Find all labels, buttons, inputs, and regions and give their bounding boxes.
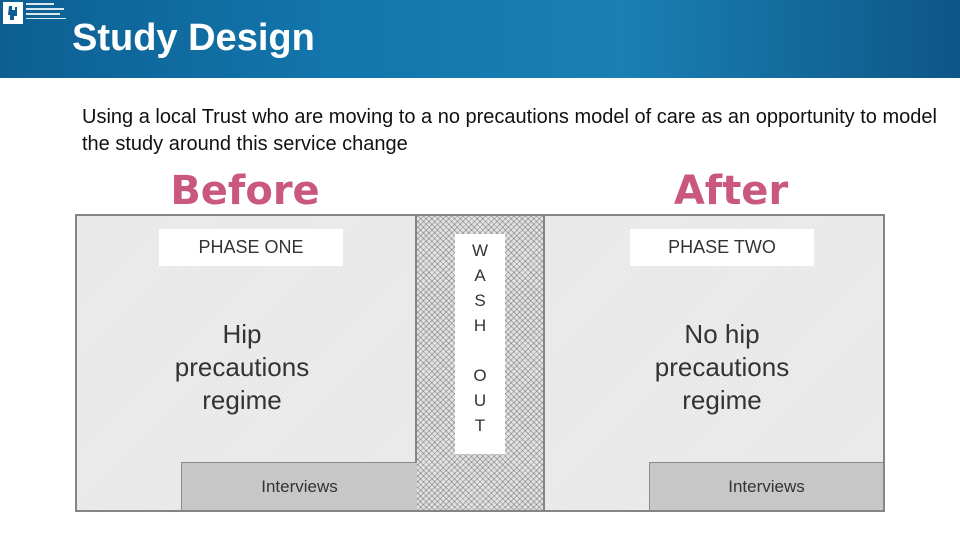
university-crest-icon bbox=[3, 2, 23, 24]
washout-letter: A bbox=[474, 266, 486, 285]
phase-one-panel bbox=[75, 214, 417, 512]
title-bar bbox=[0, 0, 960, 78]
phase-two-panel bbox=[543, 214, 885, 512]
washout-letter: W bbox=[471, 241, 489, 260]
phase-one-label: PHASE ONE bbox=[159, 229, 343, 266]
phase-one-regime bbox=[112, 318, 372, 417]
study-design-diagram bbox=[75, 166, 885, 516]
washout-letter: T bbox=[474, 416, 486, 435]
regime-line: regime bbox=[682, 385, 762, 415]
phase-two-label: PHASE TWO bbox=[630, 229, 814, 266]
after-heading: After bbox=[673, 168, 789, 214]
regime-line: precautions bbox=[174, 352, 310, 382]
washout-period bbox=[417, 214, 543, 512]
university-wordmark bbox=[26, 3, 66, 22]
regime-line: No hip bbox=[684, 319, 760, 349]
phase-two-regime bbox=[592, 318, 852, 417]
before-heading: Before bbox=[170, 168, 320, 214]
phase-one-interviews: Interviews bbox=[181, 462, 417, 510]
page-title: Study Design bbox=[72, 17, 315, 59]
washout-label bbox=[455, 234, 505, 454]
regime-line: Hip bbox=[222, 319, 262, 349]
washout-letter: U bbox=[473, 391, 487, 410]
university-logo bbox=[0, 0, 66, 30]
regime-line: precautions bbox=[654, 352, 790, 382]
washout-letter: O bbox=[473, 366, 487, 385]
washout-letter: S bbox=[474, 291, 486, 310]
intro-text: Using a local Trust who are moving to a no precautions model of care as an opportunity to model the study around this service change bbox=[82, 106, 937, 155]
regime-line: regime bbox=[202, 385, 282, 415]
phase-two-interviews: Interviews bbox=[649, 462, 883, 510]
washout-letter: H bbox=[473, 316, 487, 335]
